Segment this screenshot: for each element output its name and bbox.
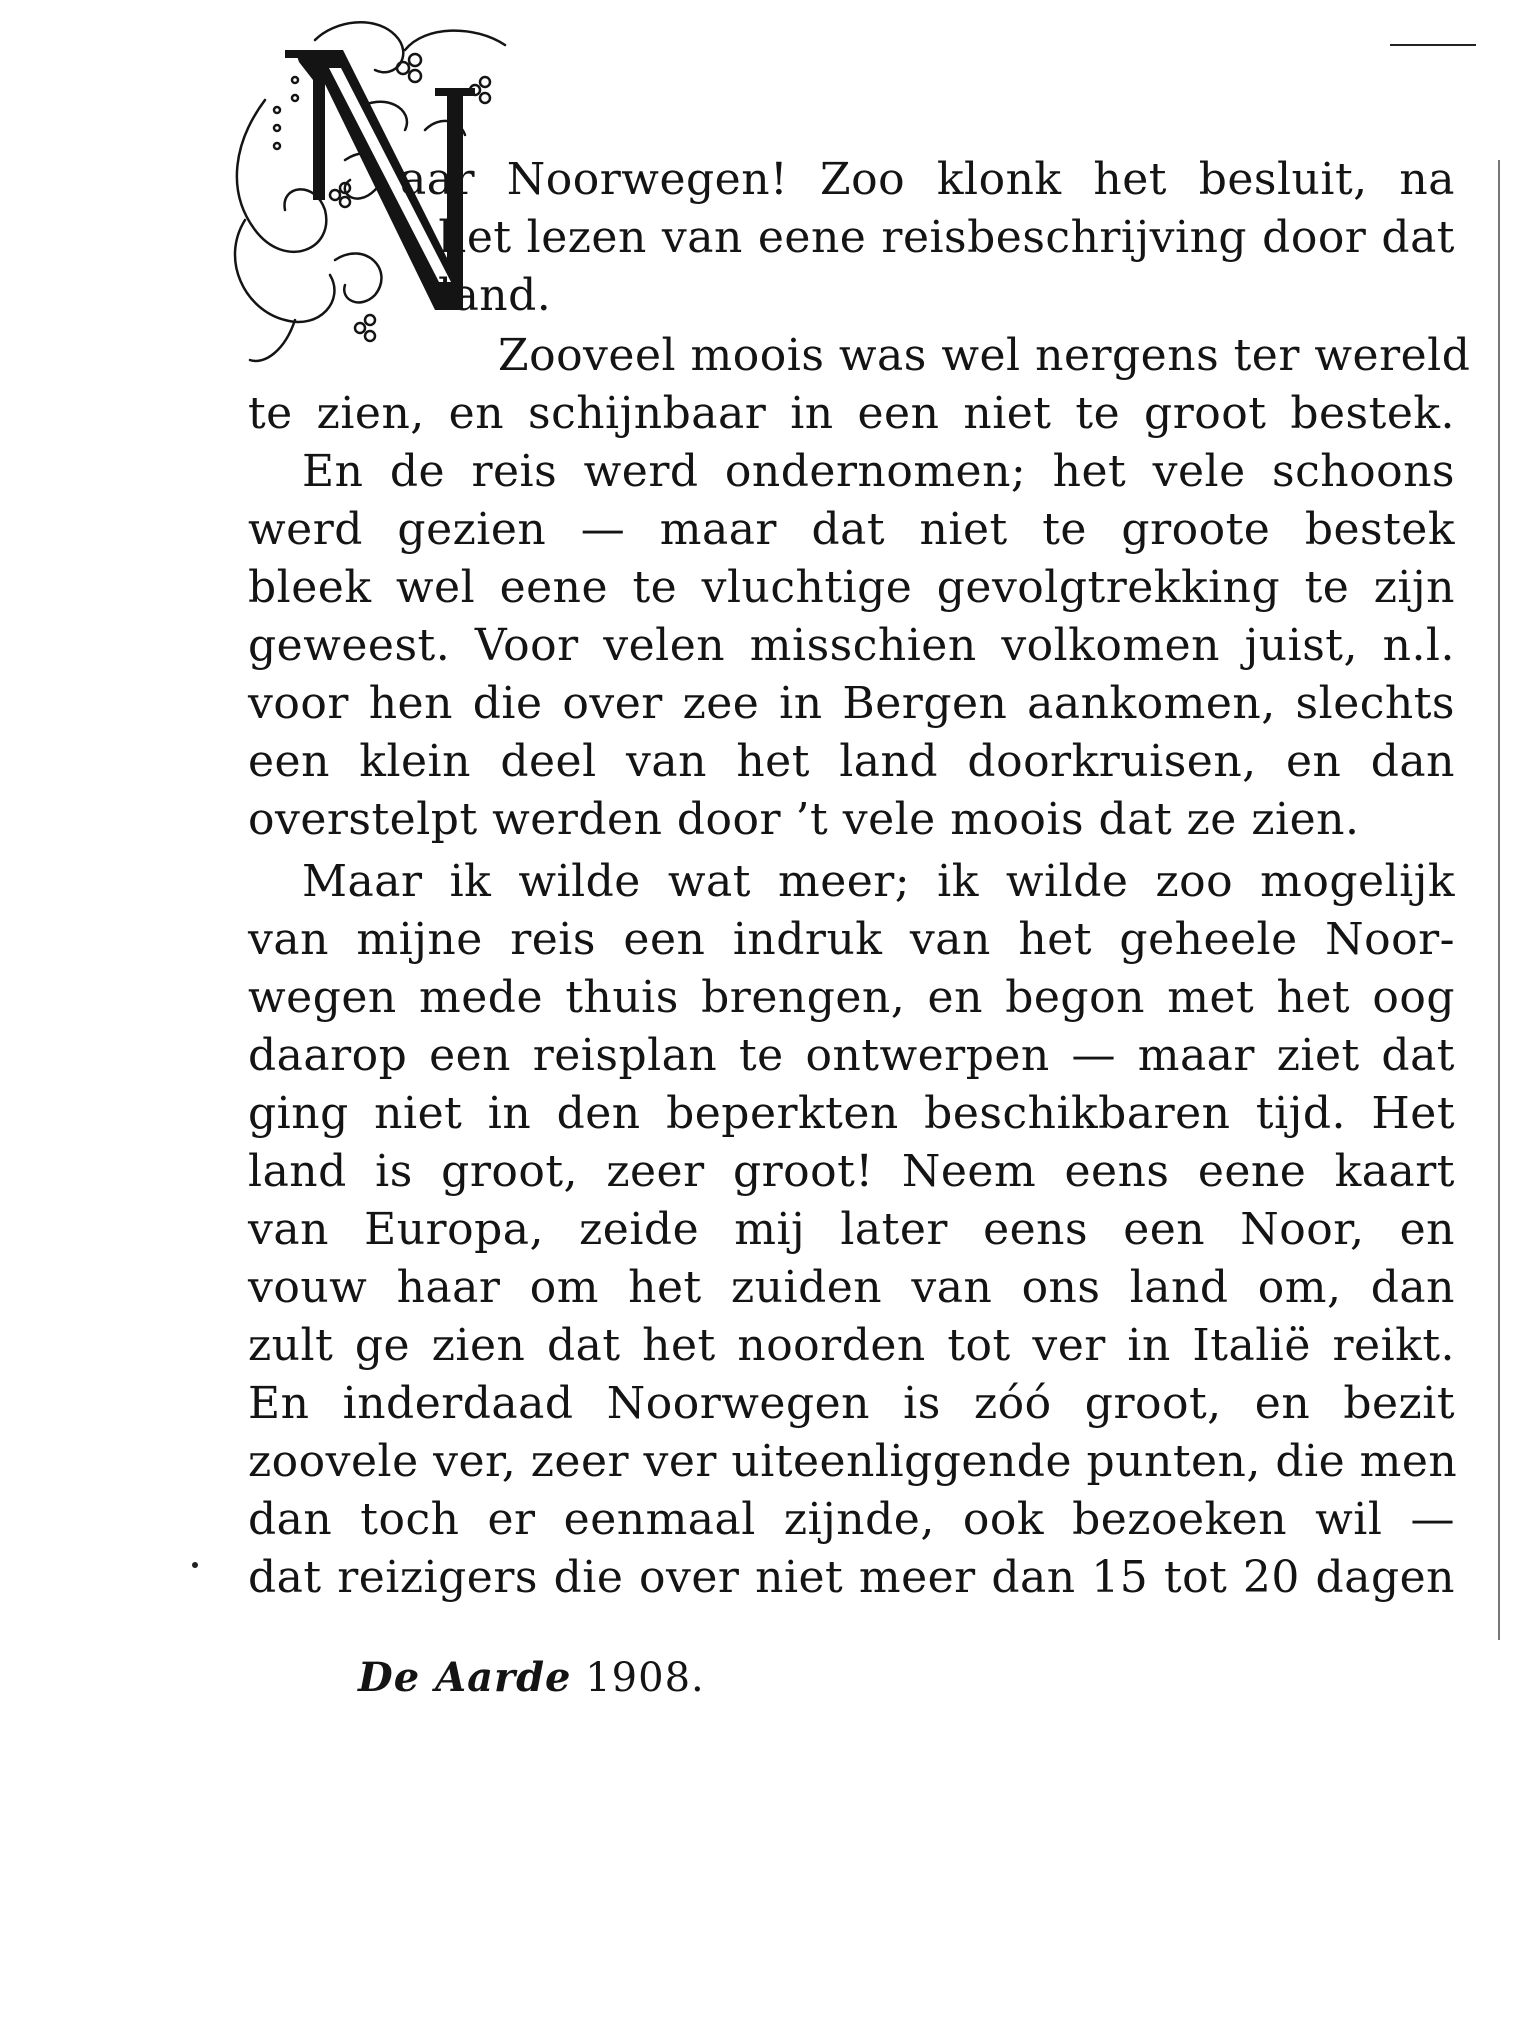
text-line-2: het lezen van eene reisbeschrijving door dat — [438, 212, 1455, 263]
text-line-23: zoovele ver, zeer ver uiteenliggende punten, die men — [248, 1436, 1458, 1487]
text-line-14: van mijne reis een indruk van het geheele Noor- — [248, 914, 1455, 965]
source-citation — [358, 1648, 705, 1708]
margin-rule — [1498, 160, 1500, 1640]
journal-year: 1908. — [585, 1655, 705, 1701]
text-line-7: werd gezien — maar dat niet te groote bestek — [248, 504, 1455, 555]
text-line-11: een klein deel van het land doorkruisen, en dan — [248, 736, 1455, 787]
journal-name: De Aarde — [358, 1654, 572, 1701]
text-line-12: overstelpt werden door ’t vele moois dat ze zien. — [248, 794, 1360, 845]
text-line-15: wegen mede thuis brengen, en begon met het oog — [248, 972, 1455, 1023]
text-line-5: te zien, en schijnbaar in een niet te groot bestek. — [248, 388, 1455, 439]
ink-speck — [192, 1562, 198, 1568]
text-line-19: van Europa, zeide mij later eens een Noor, en — [248, 1204, 1455, 1255]
text-line-24: dan toch er eenmaal zijnde, ook bezoeken wil — — [248, 1494, 1455, 1545]
text-line-3: land. — [438, 270, 552, 321]
text-line-9: geweest. Voor velen misschien volkomen juist, n.l. — [248, 620, 1455, 671]
text-line-4: Zooveel moois was wel nergens ter wereld — [498, 330, 1471, 381]
text-line-6: En de reis werd ondernomen; het vele schoons — [302, 446, 1455, 497]
text-line-16: daarop een reisplan te ontwerpen — maar ziet dat — [248, 1030, 1455, 1081]
text-line-18: land is groot, zeer groot! Neem eens eene kaart — [248, 1146, 1455, 1197]
text-line-8: bleek wel eene te vluchtige gevolgtrekking te zijn — [248, 562, 1455, 613]
text-line-25: dat reizigers die over niet meer dan 15 tot 20 dagen — [248, 1552, 1455, 1603]
text-line-22: En inderdaad Noorwegen is zóó groot, en bezit — [248, 1378, 1455, 1429]
text-line-20: vouw haar om het zuiden van ons land om, dan — [248, 1262, 1455, 1313]
text-line-17: ging niet in den beperkten beschikbaren tijd. Het — [248, 1088, 1455, 1139]
text-line-13: Maar ik wilde wat meer; ik wilde zoo mogelijk — [302, 856, 1455, 907]
text-line-1: aar Noorwegen! Zoo klonk het besluit, na — [400, 154, 1455, 205]
text-line-21: zult ge zien dat het noorden tot ver in Italië reikt. — [248, 1320, 1455, 1371]
text-line-10: voor hen die over zee in Bergen aankomen, slechts — [248, 678, 1455, 729]
top-rule — [1390, 44, 1476, 46]
